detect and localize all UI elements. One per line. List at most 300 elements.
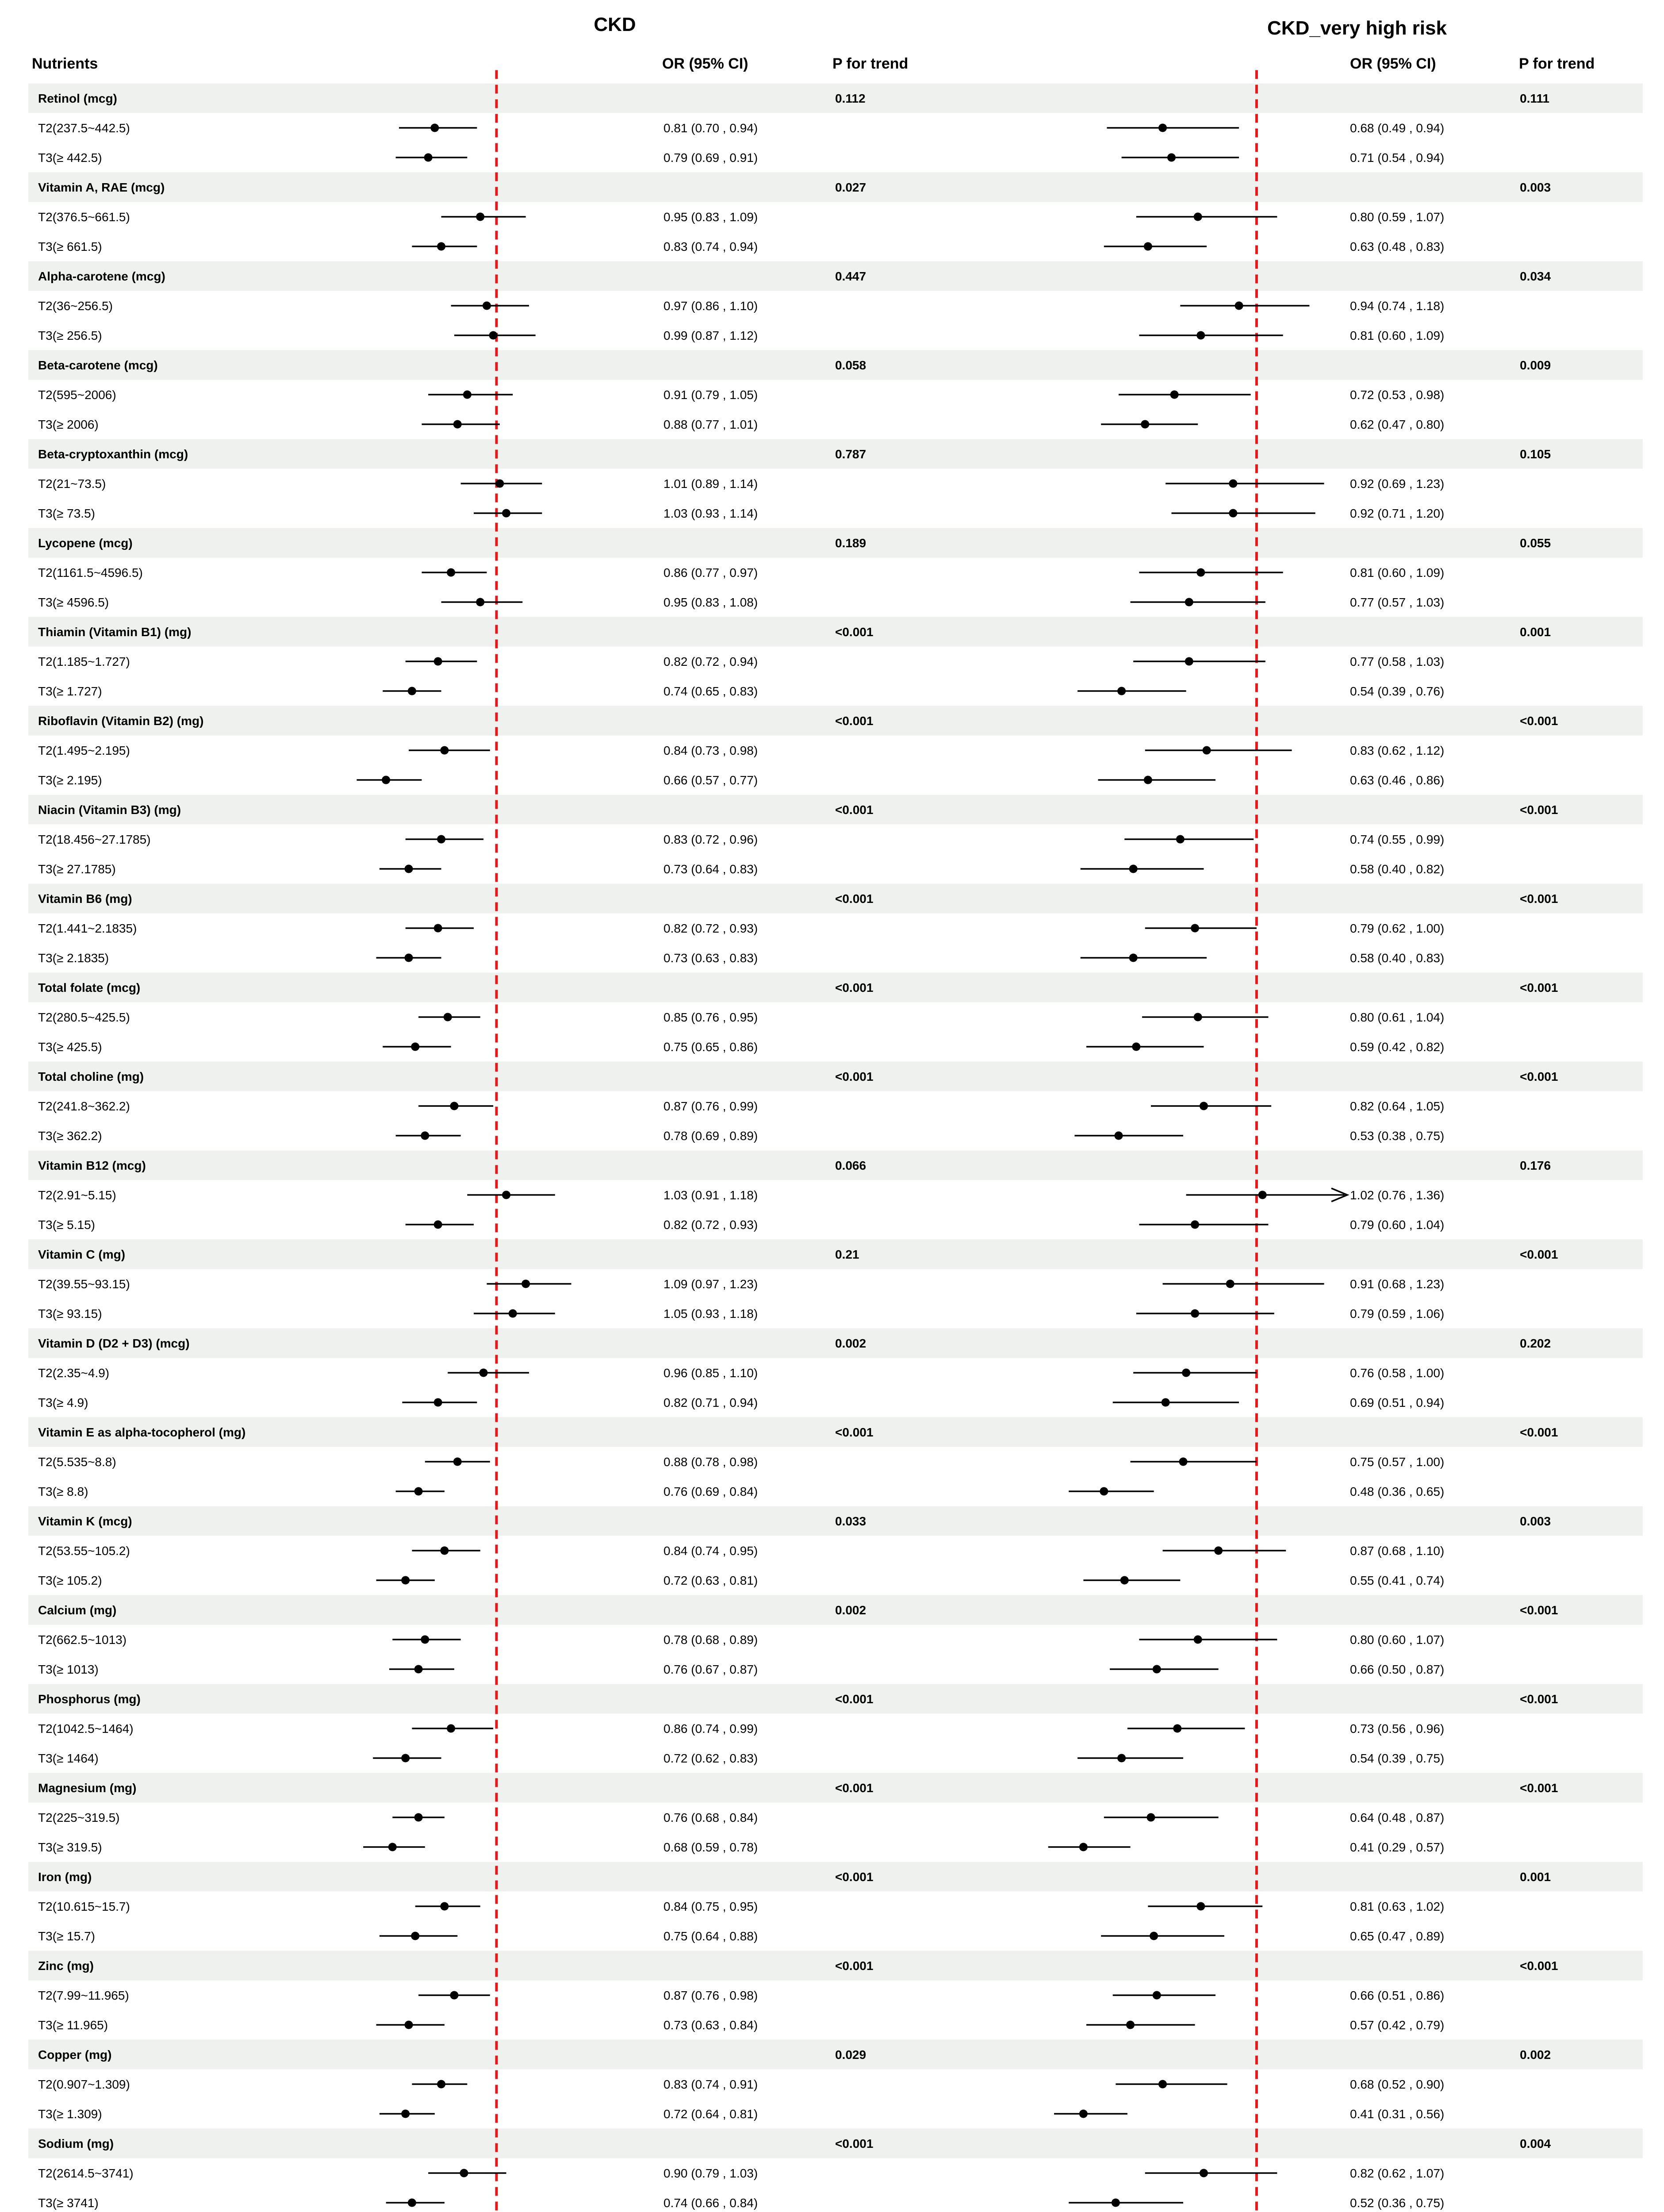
or-ci-value: 0.92 (0.69 , 1.23) [1350,477,1445,491]
point-estimate [502,1191,510,1199]
p-trend-value: <0.001 [1520,1425,1558,1439]
point-estimate [411,1932,419,1940]
or-ci-value: 1.03 (0.93 , 1.14) [663,507,758,520]
or-ci-value: 0.76 (0.68 , 0.84) [663,1811,758,1824]
tertile-label: T3(≥ 11.965) [38,2018,108,2032]
or-ci-value: 0.87 (0.76 , 0.99) [663,1099,758,1113]
or-ci-value: 1.03 (0.91 , 1.18) [663,1188,758,1202]
or-ci-value: 0.54 (0.39 , 0.76) [1350,684,1445,698]
tertile-label: T3(≥ 27.1785) [38,862,116,876]
point-estimate [424,154,433,162]
or-ci-value: 0.96 (0.85 , 1.10) [663,1366,758,1380]
tertile-label: T2(1.495~2.195) [38,744,130,757]
p-trend-value: 0.027 [835,180,867,194]
p-trend-value: <0.001 [1520,803,1558,817]
tertile-label: T3(≥ 2006) [38,418,99,431]
point-estimate [1196,1902,1205,1911]
or-ci-value: 0.68 (0.52 , 0.90) [1350,2078,1445,2091]
tertile-label: T2(53.55~105.2) [38,1544,130,1558]
or-ci-value: 0.76 (0.58 , 1.00) [1350,1366,1445,1380]
point-estimate [502,509,510,518]
p-trend-value: 0.001 [1520,625,1551,639]
p-trend-value: 0.002 [1520,2048,1551,2062]
nutrient-label: Vitamin B12 (mcg) [38,1159,146,1172]
tertile-label: T2(2.35~4.9) [38,1366,110,1380]
p-trend-value: <0.001 [1520,892,1558,906]
tertile-label: T2(7.99~11.965) [38,1989,129,2002]
p-trend-value: 0.003 [1520,1514,1551,1528]
point-estimate [1117,687,1126,695]
or-ci-value: 0.83 (0.74 , 0.94) [663,240,758,253]
p-trend-value: <0.001 [835,981,874,995]
point-estimate [437,835,445,844]
or-ci-value: 0.48 (0.36 , 0.65) [1350,1485,1445,1498]
or-ci-value: 0.65 (0.47 , 0.89) [1350,1929,1445,1943]
point-estimate [1167,154,1176,162]
point-estimate [1141,420,1149,429]
point-estimate [388,1843,397,1851]
p-trend-value: <0.001 [835,625,874,639]
p-trend-value: 0.001 [1520,1870,1551,1884]
tertile-label: T3(≥ 1464) [38,1751,99,1765]
point-estimate [1191,1310,1199,1318]
or-ci-value: 0.77 (0.57 , 1.03) [1350,595,1445,609]
tertile-label: T2(18.456~27.1785) [38,833,151,846]
tertile-label: T3(≥ 73.5) [38,507,95,520]
or-ci-value: 0.84 (0.73 , 0.98) [663,744,758,757]
point-estimate [489,331,498,340]
point-estimate [414,1665,423,1674]
tertile-label: T2(2614.5~3741) [38,2166,134,2180]
or-ci-value: 0.81 (0.60 , 1.09) [1350,566,1445,580]
tertile-label: T3(≥ 4596.5) [38,595,109,609]
or-ci-value: 0.75 (0.57 , 1.00) [1350,1455,1445,1469]
p-trend-value: <0.001 [835,1781,874,1795]
or-ci-value: 0.99 (0.87 , 1.12) [663,329,758,342]
nutrient-label: Copper (mg) [38,2048,112,2062]
point-estimate [382,776,390,784]
point-estimate [1162,1398,1170,1407]
tertile-label: T2(21~73.5) [38,477,106,491]
point-estimate [1196,331,1205,340]
tertile-label: T3(≥ 8.8) [38,1485,88,1498]
tertile-label: T2(1161.5~4596.5) [38,566,143,580]
p-trend-value: <0.001 [835,803,874,817]
point-estimate [1200,2169,1208,2177]
nutrient-label: Zinc (mg) [38,1959,94,1973]
tertile-label: T3(≥ 442.5) [38,151,102,165]
point-estimate [411,1043,419,1051]
header-p-trend-right: P for trend [1519,55,1595,72]
panel-title-ckd-very-high-risk: CKD_very high risk [1267,17,1447,39]
point-estimate [447,568,455,577]
p-trend-value: <0.001 [1520,1248,1558,1261]
tertile-label: T2(2.91~5.15) [38,1188,116,1202]
nutrient-label: Phosphorus (mg) [38,1692,141,1706]
or-ci-value: 0.72 (0.53 , 0.98) [1350,388,1445,402]
point-estimate [476,598,484,607]
tertile-label: T2(10.615~15.7) [38,1900,130,1913]
point-estimate [450,1102,458,1110]
point-estimate [1132,1043,1140,1051]
p-trend-value: 0.787 [835,447,867,461]
point-estimate [1203,746,1211,755]
or-ci-value: 1.09 (0.97 , 1.23) [663,1277,758,1291]
or-ci-value: 0.77 (0.58 , 1.03) [1350,655,1445,668]
or-ci-value: 0.82 (0.62 , 1.07) [1350,2166,1445,2180]
or-ci-value: 0.63 (0.48 , 0.83) [1350,240,1445,253]
or-ci-value: 0.88 (0.77 , 1.01) [663,418,758,431]
point-estimate [463,391,472,399]
point-estimate [1194,1013,1202,1022]
or-ci-value: 0.54 (0.39 , 0.75) [1350,1751,1445,1765]
point-estimate [521,1280,530,1288]
p-trend-value: 0.202 [1520,1336,1551,1350]
point-estimate [408,687,416,695]
p-trend-value: <0.001 [835,1870,874,1884]
or-ci-value: 0.76 (0.69 , 0.84) [663,1485,758,1498]
tertile-label: T2(595~2006) [38,388,116,402]
nutrient-label: Alpha-carotene (mcg) [38,269,165,283]
or-ci-value: 0.82 (0.72 , 0.93) [663,1218,758,1232]
nutrient-label: Lycopene (mcg) [38,536,133,550]
nutrient-label: Magnesium (mg) [38,1781,137,1795]
or-ci-value: 0.76 (0.67 , 0.87) [663,1663,758,1676]
point-estimate [1170,391,1179,399]
nutrient-label: Vitamin A, RAE (mcg) [38,180,165,194]
p-trend-value: 0.029 [835,2048,867,2062]
or-ci-value: 0.82 (0.72 , 0.94) [663,655,758,668]
p-trend-value: <0.001 [835,1070,874,1083]
point-estimate [440,1547,449,1555]
header-or-ci-right: OR (95% CI) [1350,55,1436,72]
point-estimate [1185,657,1193,666]
or-ci-value: 0.83 (0.74 , 0.91) [663,2078,758,2091]
tertile-label: T3(≥ 661.5) [38,240,102,253]
point-estimate [453,420,462,429]
or-ci-value: 0.58 (0.40 , 0.82) [1350,862,1445,876]
point-estimate [434,1221,442,1229]
point-estimate [434,1398,442,1407]
tertile-label: T3(≥ 5.15) [38,1218,95,1232]
point-estimate [1258,1191,1267,1199]
p-trend-value: <0.001 [835,2137,874,2151]
point-estimate [1191,1221,1199,1229]
tertile-label: T2(376.5~661.5) [38,210,130,224]
header-or-ci-left: OR (95% CI) [662,55,748,72]
p-trend-value: 0.111 [1520,92,1549,105]
p-trend-value: 0.447 [835,269,867,283]
point-estimate [460,2169,468,2177]
point-estimate [401,2110,410,2118]
or-ci-value: 0.79 (0.60 , 1.04) [1350,1218,1445,1232]
point-estimate [1158,124,1167,132]
or-ci-value: 0.85 (0.76 , 0.95) [663,1010,758,1024]
tertile-label: T3(≥ 362.2) [38,1129,102,1143]
p-trend-value: <0.001 [1520,1070,1558,1083]
or-ci-value: 0.52 (0.36 , 0.75) [1350,2196,1445,2210]
or-ci-value: 0.73 (0.64 , 0.83) [663,862,758,876]
point-estimate [437,242,445,251]
p-trend-value: <0.001 [835,1425,874,1439]
tertile-label: T3(≥ 105.2) [38,1574,102,1587]
p-trend-value: 0.009 [1520,358,1551,372]
or-ci-value: 0.78 (0.68 , 0.89) [663,1633,758,1647]
point-estimate [1235,302,1243,310]
point-estimate [1120,1576,1129,1585]
point-estimate [440,1902,449,1911]
p-trend-value: 0.002 [835,1603,867,1617]
or-ci-value: 0.79 (0.62 , 1.00) [1350,922,1445,935]
p-trend-value: <0.001 [835,1692,874,1706]
point-estimate [437,2080,445,2089]
point-estimate [1150,1932,1158,1940]
point-estimate [495,480,504,488]
tertile-label: T3(≥ 425.5) [38,1040,102,1054]
p-trend-value: 0.112 [835,92,866,105]
point-estimate [1191,924,1199,933]
tertile-label: T2(1.185~1.727) [38,655,130,668]
point-estimate [447,1724,455,1733]
point-estimate [1194,213,1202,221]
nutrient-label: Beta-cryptoxanthin (mcg) [38,447,188,461]
tertile-label: T2(1.441~2.1835) [38,922,137,935]
or-ci-value: 0.74 (0.65 , 0.83) [663,684,758,698]
point-estimate [405,865,413,873]
nutrient-label: Vitamin D (D2 + D3) (mcg) [38,1336,190,1350]
or-ci-value: 0.92 (0.71 , 1.20) [1350,507,1445,520]
point-estimate [1079,2110,1088,2118]
or-ci-value: 0.75 (0.64 , 0.88) [663,1929,758,1943]
point-estimate [434,924,442,933]
or-ci-value: 0.62 (0.47 , 0.80) [1350,418,1445,431]
nutrient-label: Riboflavin (Vitamin B2) (mg) [38,714,204,728]
or-ci-value: 1.01 (0.89 , 1.14) [663,477,758,491]
or-ci-value: 0.83 (0.72 , 0.96) [663,833,758,846]
tertile-label: T2(5.535~8.8) [38,1455,116,1469]
or-ci-value: 0.82 (0.64 , 1.05) [1350,1099,1445,1113]
or-ci-value: 0.58 (0.40 , 0.83) [1350,951,1445,965]
or-ci-value: 0.88 (0.78 , 0.98) [663,1455,758,1469]
p-trend-value: <0.001 [1520,1603,1558,1617]
p-trend-value: <0.001 [835,892,874,906]
tertile-label: T2(662.5~1013) [38,1633,127,1647]
nutrient-label: Vitamin C (mg) [38,1248,126,1261]
point-estimate [421,1132,429,1140]
or-ci-value: 0.71 (0.54 , 0.94) [1350,151,1445,165]
or-ci-value: 0.95 (0.83 , 1.09) [663,210,758,224]
point-estimate [444,1013,452,1022]
or-ci-value: 0.91 (0.79 , 1.05) [663,388,758,402]
tertile-label: T2(280.5~425.5) [38,1010,130,1024]
or-ci-value: 0.73 (0.63 , 0.84) [663,2018,758,2032]
point-estimate [1200,1102,1208,1110]
panel-title-ckd: CKD [594,14,636,35]
or-ci-value: 0.84 (0.74 , 0.95) [663,1544,758,1558]
point-estimate [1214,1547,1223,1555]
or-ci-value: 0.82 (0.71 , 0.94) [663,1396,758,1409]
nutrient-label: Iron (mg) [38,1870,92,1884]
p-trend-value: <0.001 [835,714,874,728]
nutrient-label: Total folate (mcg) [38,981,141,995]
or-ci-value: 0.80 (0.61 , 1.04) [1350,1010,1445,1024]
point-estimate [1179,1458,1188,1466]
or-ci-value: 0.84 (0.75 , 0.95) [663,1900,758,1913]
point-estimate [405,954,413,962]
or-ci-value: 0.86 (0.74 , 0.99) [663,1722,758,1736]
point-estimate [408,2199,416,2207]
point-estimate [1194,1636,1202,1644]
point-estimate [1196,568,1205,577]
p-trend-value: <0.001 [1520,1959,1558,1973]
or-ci-value: 0.59 (0.42 , 0.82) [1350,1040,1445,1054]
point-estimate [1229,480,1237,488]
p-trend-value: 0.034 [1520,269,1551,283]
tertile-label: T3(≥ 15.7) [38,1929,95,1943]
or-ci-value: 0.81 (0.60 , 1.09) [1350,329,1445,342]
p-trend-value: <0.001 [1520,714,1558,728]
point-estimate [453,1458,462,1466]
tertile-label: T2(241.8~362.2) [38,1099,130,1113]
point-estimate [1185,598,1193,607]
tertile-label: T2(1042.5~1464) [38,1722,134,1736]
or-ci-value: 0.86 (0.77 , 0.97) [663,566,758,580]
point-estimate [1153,1665,1161,1674]
tertile-label: T3(≥ 2.195) [38,773,102,787]
point-estimate [1115,1132,1123,1140]
point-estimate [414,1487,423,1496]
point-estimate [401,1576,410,1585]
or-ci-value: 0.55 (0.41 , 0.74) [1350,1574,1445,1587]
or-ci-value: 0.80 (0.59 , 1.07) [1350,210,1445,224]
point-estimate [1117,1754,1126,1763]
point-estimate [1144,776,1152,784]
point-estimate [1229,509,1237,518]
or-ci-value: 0.95 (0.83 , 1.08) [663,595,758,609]
point-estimate [1158,2080,1167,2089]
or-ci-value: 0.73 (0.63 , 0.83) [663,951,758,965]
point-estimate [1100,1487,1108,1496]
tertile-label: T3(≥ 93.15) [38,1307,102,1321]
p-trend-value: 0.033 [835,1514,867,1528]
or-ci-value: 0.57 (0.42 , 0.79) [1350,2018,1445,2032]
or-ci-value: 0.91 (0.68 , 1.23) [1350,1277,1445,1291]
or-ci-value: 0.64 (0.48 , 0.87) [1350,1811,1445,1824]
or-ci-value: 0.78 (0.69 , 0.89) [663,1129,758,1143]
or-ci-value: 1.05 (0.93 , 1.18) [663,1307,758,1321]
tertile-label: T3(≥ 256.5) [38,329,102,342]
tertile-label: T3(≥ 2.1835) [38,951,109,965]
or-ci-value: 0.72 (0.62 , 0.83) [663,1751,758,1765]
point-estimate [1173,1724,1181,1733]
p-trend-value: 0.055 [1520,536,1551,550]
p-trend-value: 0.003 [1520,180,1551,194]
p-trend-value: 0.21 [835,1248,859,1261]
point-estimate [401,1754,410,1763]
point-estimate [414,1813,423,1822]
point-estimate [479,1369,488,1377]
or-ci-value: 0.74 (0.55 , 0.99) [1350,833,1445,846]
or-ci-value: 0.87 (0.68 , 1.10) [1350,1544,1445,1558]
header-nutrients: Nutrients [32,55,98,72]
tertile-label: T2(225~319.5) [38,1811,120,1824]
point-estimate [1129,865,1138,873]
point-estimate [483,302,491,310]
nutrient-label: Niacin (Vitamin B3) (mg) [38,803,181,817]
point-estimate [1176,835,1185,844]
p-trend-value: 0.058 [835,358,867,372]
nutrient-label: Thiamin (Vitamin B1) (mg) [38,625,192,639]
point-estimate [1129,954,1138,962]
tertile-label: T2(36~256.5) [38,299,113,313]
point-estimate [1126,2021,1135,2029]
or-ci-value: 0.94 (0.74 , 1.18) [1350,299,1445,313]
or-ci-value: 1.02 (0.76 , 1.36) [1350,1188,1445,1202]
or-ci-value: 0.53 (0.38 , 0.75) [1350,1129,1445,1143]
nutrient-label: Calcium (mg) [38,1603,117,1617]
nutrient-label: Vitamin B6 (mg) [38,892,132,906]
p-trend-value: <0.001 [1520,981,1558,995]
header-p-trend-left: P for trend [832,55,909,72]
tertile-label: T3(≥ 4.9) [38,1396,88,1409]
or-ci-value: 0.87 (0.76 , 0.98) [663,1989,758,2002]
point-estimate [450,1991,458,2000]
or-ci-value: 0.68 (0.59 , 0.78) [663,1840,758,1854]
p-trend-value: 0.066 [835,1159,867,1172]
or-ci-value: 0.80 (0.60 , 1.07) [1350,1633,1445,1647]
or-ci-value: 0.81 (0.63 , 1.02) [1350,1900,1445,1913]
tertile-label: T3(≥ 1.727) [38,684,102,698]
row-bands [28,84,1643,2212]
or-ci-value: 0.73 (0.56 , 0.96) [1350,1722,1445,1736]
or-ci-value: 0.66 (0.50 , 0.87) [1350,1663,1445,1676]
tertile-label: T2(237.5~442.5) [38,121,130,135]
p-trend-value: 0.105 [1520,447,1551,461]
or-ci-value: 0.69 (0.51 , 0.94) [1350,1396,1445,1409]
point-estimate [1079,1843,1088,1851]
point-estimate [440,746,449,755]
point-estimate [476,213,484,221]
tertile-label: T2(39.55~93.15) [38,1277,130,1291]
tertile-label: T3(≥ 1013) [38,1663,99,1676]
nutrient-label: Retinol (mcg) [38,92,117,105]
or-ci-value: 0.74 (0.66 , 0.84) [663,2196,758,2210]
p-trend-value: 0.004 [1520,2137,1551,2151]
p-trend-value: 0.002 [835,1336,867,1350]
point-estimate [1182,1369,1190,1377]
or-ci-value: 0.81 (0.70 , 0.94) [663,121,758,135]
p-trend-value: <0.001 [1520,1781,1558,1795]
nutrient-label: Beta-carotene (mcg) [38,358,158,372]
nutrient-label: Total choline (mg) [38,1070,144,1083]
or-ci-value: 0.66 (0.51 , 0.86) [1350,1989,1445,2002]
or-ci-value: 0.41 (0.29 , 0.57) [1350,1840,1445,1854]
or-ci-value: 0.41 (0.31 , 0.56) [1350,2107,1445,2121]
point-estimate [430,124,439,132]
tertile-label: T3(≥ 319.5) [38,1840,102,1854]
or-ci-value: 0.97 (0.86 , 1.10) [663,299,758,313]
tertile-label: T3(≥ 3741) [38,2196,99,2210]
point-estimate [421,1636,429,1644]
or-ci-value: 0.63 (0.46 , 0.86) [1350,773,1445,787]
or-ci-value: 0.75 (0.65 , 0.86) [663,1040,758,1054]
or-ci-value: 0.66 (0.57 , 0.77) [663,773,758,787]
p-trend-value: 0.176 [1520,1159,1551,1172]
or-ci-value: 0.72 (0.63 , 0.81) [663,1574,758,1587]
or-ci-value: 0.82 (0.72 , 0.93) [663,922,758,935]
nutrient-label: Vitamin E as alpha-tocopherol (mg) [38,1425,246,1439]
nutrient-label: Sodium (mg) [38,2137,114,2151]
